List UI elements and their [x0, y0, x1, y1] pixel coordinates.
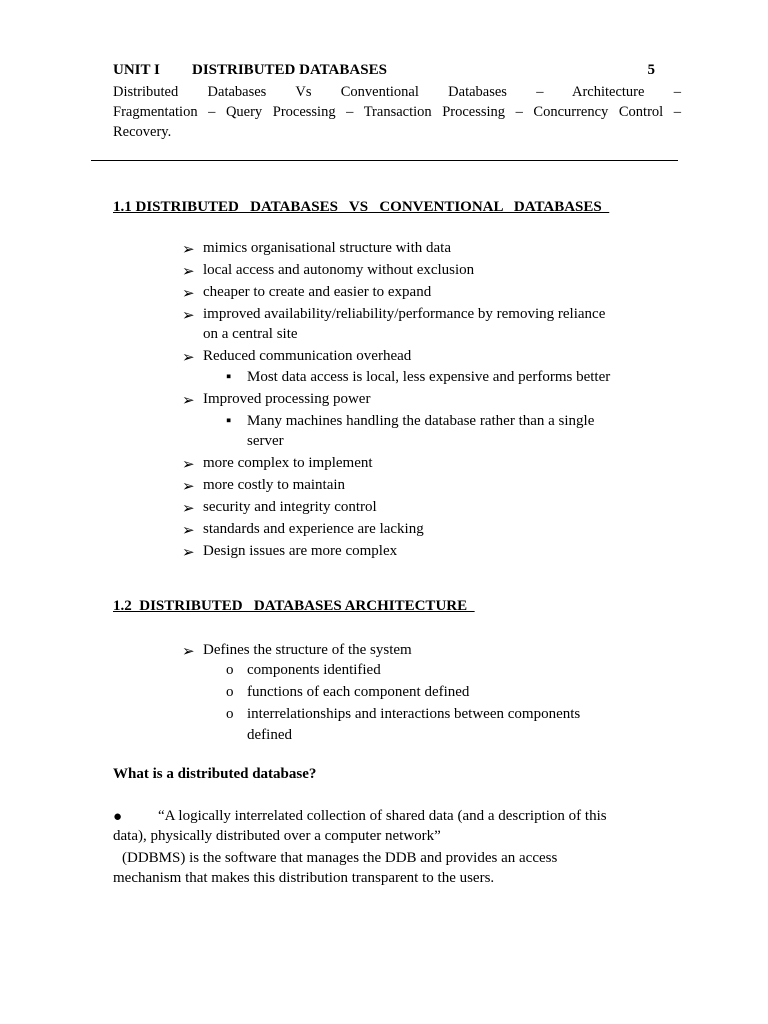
list-item-text: security and integrity control — [203, 499, 377, 515]
horizontal-divider — [91, 160, 678, 161]
list-item-text: local access and autonomy without exclusion — [203, 262, 475, 278]
unit-title: DISTRIBUTED DATABASES — [192, 62, 387, 78]
syllabus-line: Fragmentation – Query Processing – Transaction Processing – Concurrency Control – — [113, 104, 681, 120]
unit-syllabus — [113, 82, 681, 142]
definition-line: mechanism that makes this distribution transparent to the users. — [113, 870, 495, 886]
list-item-text: defined — [247, 727, 292, 743]
list-item-text: standards and experience are lacking — [203, 521, 424, 537]
arrow-bullet-icon: ➢ — [182, 523, 195, 539]
list-item-text: functions of each component defined — [247, 684, 470, 700]
list-item-text: more costly to maintain — [203, 477, 346, 493]
arrow-bullet-icon: ➢ — [182, 644, 195, 660]
definition-line: “A logically interrelated collection of shared data (and a description of this — [158, 808, 607, 824]
round-bullet-icon: ● — [113, 809, 123, 825]
syllabus-line: Distributed Databases Vs Conventional Databases – Architecture – — [113, 84, 681, 100]
page-number: 5 — [647, 62, 655, 78]
list-item-text: improved availability/reliability/performance by removing reliance — [203, 306, 606, 322]
syllabus-line: Recovery. — [113, 124, 172, 140]
arrow-bullet-icon: ➢ — [182, 286, 195, 302]
list-item-text: components identified — [247, 662, 381, 678]
list-item-text: cheaper to create and easier to expand — [203, 284, 432, 300]
list-item-text: Defines the structure of the system — [203, 642, 412, 658]
list-item-text: on a central site — [203, 326, 298, 342]
arrow-bullet-icon: ➢ — [182, 457, 195, 473]
list-item-text: mimics organisational structure with data — [203, 240, 451, 256]
arrow-bullet-icon: ➢ — [182, 242, 195, 258]
square-bullet-icon: ▪ — [226, 369, 232, 385]
list-item-text: more complex to implement — [203, 455, 373, 471]
arrow-bullet-icon: ➢ — [182, 393, 195, 409]
list-item-text: Improved processing power — [203, 391, 371, 407]
square-bullet-icon: ▪ — [226, 413, 232, 429]
section-heading-1-1: 1.1 DISTRIBUTED DATABASES VS CONVENTIONAL DATABASES — [113, 199, 610, 215]
list-item-text: Most data access is local, less expensive and performs better — [247, 369, 611, 385]
circle-bullet-icon: o — [226, 662, 234, 678]
list-item-text: server — [247, 433, 284, 449]
question-heading: What is a distributed database? — [113, 766, 317, 782]
arrow-bullet-icon: ➢ — [182, 308, 195, 324]
arrow-bullet-icon: ➢ — [182, 479, 195, 495]
list-item-text: interrelationships and interactions between components — [247, 706, 581, 722]
list-item-text: Many machines handling the database rather than a single — [247, 413, 595, 429]
definition-line: data), physically distributed over a computer network” — [113, 828, 441, 844]
list-item-text: Reduced communication overhead — [203, 348, 412, 364]
arrow-bullet-icon: ➢ — [182, 350, 195, 366]
definition-line: (DDBMS) is the software that manages the DDB and provides an access — [122, 850, 558, 866]
arrow-bullet-icon: ➢ — [182, 264, 195, 280]
arrow-bullet-icon: ➢ — [182, 545, 195, 561]
circle-bullet-icon: o — [226, 684, 234, 700]
unit-label: UNIT I — [113, 62, 160, 78]
circle-bullet-icon: o — [226, 706, 234, 722]
arrow-bullet-icon: ➢ — [182, 501, 195, 517]
section-heading-1-2: 1.2 DISTRIBUTED DATABASES ARCHITECTURE — [113, 598, 475, 614]
list-item-text: Design issues are more complex — [203, 543, 398, 559]
